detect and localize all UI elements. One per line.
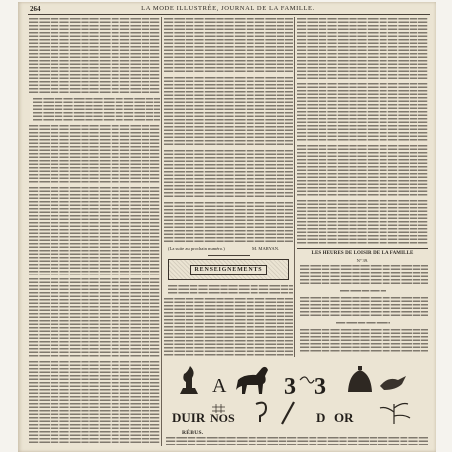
body-text-lines [29, 125, 160, 184]
column-separator [161, 17, 162, 446]
continued-note: (La suite au prochain numéro.) [168, 246, 225, 251]
body-text-lines [164, 18, 293, 74]
squiggle-mark [300, 377, 314, 383]
section-header-box [168, 259, 289, 280]
bird-figure [380, 376, 406, 390]
body-text-lines [164, 150, 293, 199]
subheading-line [336, 322, 390, 325]
body-text-lines [297, 18, 428, 80]
body-text-lines [300, 297, 428, 318]
leisure-section-title: LES HEURES DE LOISIR DE LA FAMILLE [311, 251, 414, 256]
rebus-word-nos: NOS [210, 411, 235, 425]
body-text-lines [300, 329, 428, 353]
slanted-stroke [282, 402, 294, 424]
horse-figure [236, 367, 268, 394]
rebus-letter-d: D [316, 410, 326, 425]
section-box-title: RENSEIGNEMENTS [190, 265, 268, 275]
section-divider [208, 255, 250, 256]
page-number: 264 [30, 5, 41, 13]
body-text-lines [297, 145, 428, 197]
header-rule [28, 14, 430, 15]
section-rule [297, 248, 428, 249]
rebus-explanation-lines [166, 437, 428, 445]
column-separator [294, 17, 295, 357]
rebus-word-or: OR [334, 410, 354, 425]
rebus-word-duir: DUIR [172, 410, 206, 425]
body-text-lines [164, 298, 293, 357]
rebus-number-three: 3 [314, 374, 326, 400]
body-text-lines [164, 202, 293, 244]
body-text-lines [29, 18, 160, 95]
body-text-lines [297, 83, 428, 142]
lamp-figure [180, 366, 198, 394]
body-text-lines [164, 77, 293, 147]
author-signature: M. MARYAN. [252, 246, 280, 251]
body-text-lines [297, 200, 428, 244]
rebus-illustration [166, 360, 430, 430]
body-text-lines [168, 285, 293, 295]
rebus-label: RÉBUS. [182, 430, 204, 436]
journal-title: LA MODE ILLUSTRÉE, JOURNAL DE LA FAMILLE. [141, 5, 315, 12]
body-text-lines [29, 278, 160, 358]
rebus-letter-a: A [212, 375, 227, 397]
hook-figure [256, 403, 266, 422]
body-text-lines [29, 361, 160, 445]
body-text-lines [33, 98, 160, 122]
bell-figure [348, 366, 372, 392]
body-text-lines [300, 265, 428, 286]
leisure-section-number: Nº 39. [356, 258, 369, 263]
subheading-line [340, 290, 386, 293]
body-text-lines [29, 187, 160, 275]
rebus-number-three: 3 [284, 374, 296, 400]
plant-figure [380, 404, 410, 425]
